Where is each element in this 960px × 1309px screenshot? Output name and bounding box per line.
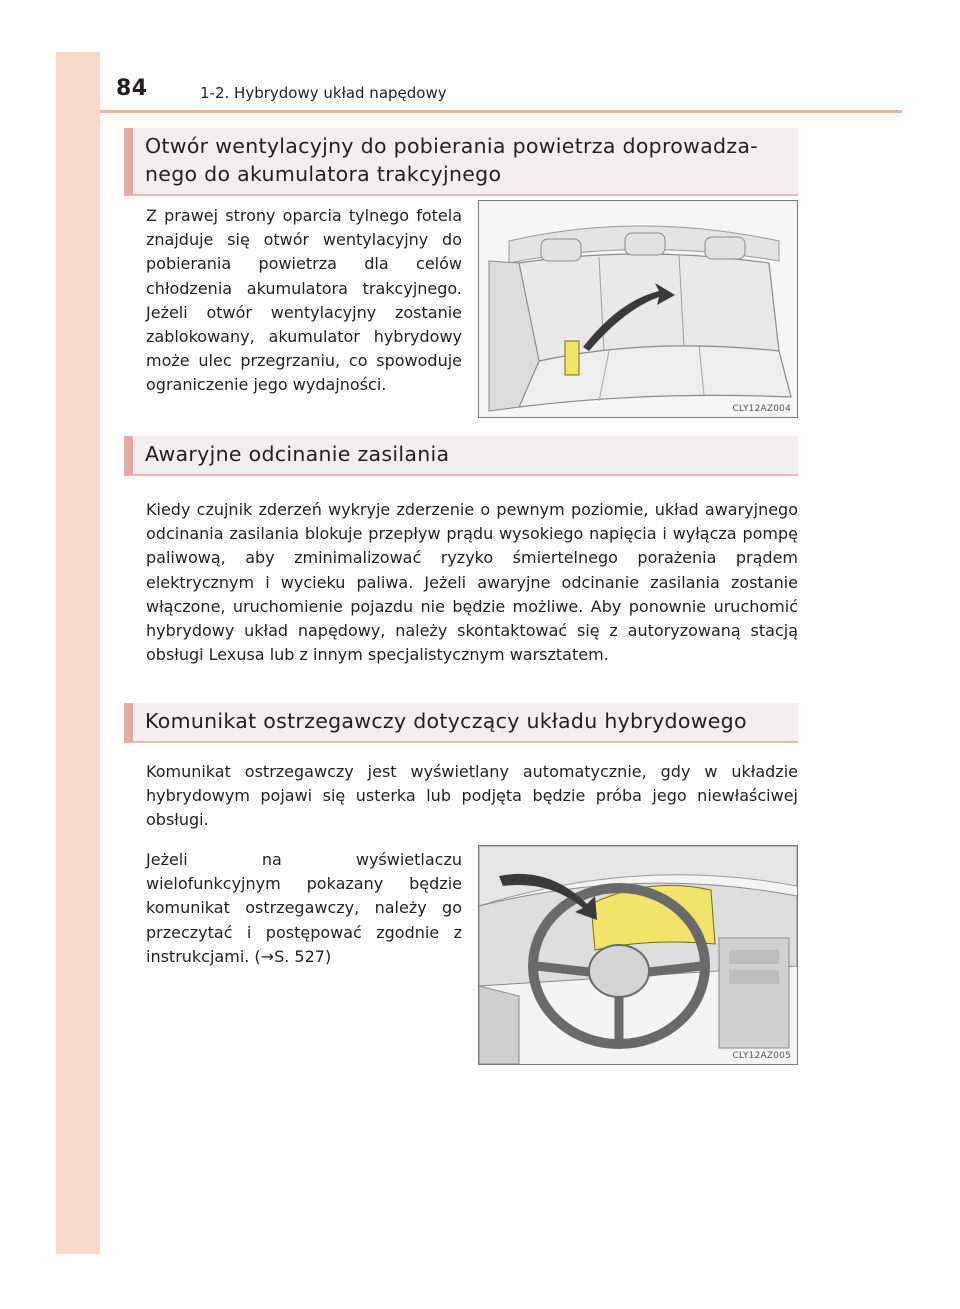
paragraph-multi-display: Jeżeli na wyświetlaczu wielofunkcyjnym pokazany będzie komunikat ostrzegawczy, należy go przeczytać i postępować zgodnie z instrukcjami. (→S. 527) [146, 850, 462, 966]
rear-seat-illustration [479, 201, 797, 417]
figure-code: CLY12AZ005 [732, 1051, 791, 1061]
figure-rear-seat [478, 200, 798, 418]
section-heading-warning-message [124, 703, 798, 743]
dashboard-illustration [479, 846, 797, 1064]
paragraph-warning-message: Komunikat ostrzegawczy jest wyświetlany automatycznie, gdy w układzie hybrydowym pojawi się usterka lub podjęta będzie próba jego niewłaściwej obsługi. [146, 762, 798, 830]
heading-text: Awaryjne odcinanie zasilania [145, 442, 450, 466]
figure-code: CLY12AZ004 [732, 404, 791, 414]
running-header: 1-2. Hybrydowy układ napędowy [200, 84, 447, 102]
page-margin-strip [56, 52, 100, 1254]
heading-text: Komunikat ostrzegawczy dotyczący układu hybrydowego [145, 709, 747, 733]
section-heading-ventilation [124, 128, 798, 196]
paragraph-ventilation: Z prawej strony oparcia tylnego fotela znajduje się otwór wentylacyjny do pobierania powietrza dla celów chłodzenia akumulatora trakcyjnego. Jeżeli otwór wentylacyjny zostanie zablokowany, akumulator hybrydowy może ulec przegrzaniu, co spowoduje ograniczenie jego wydajności. [146, 206, 462, 395]
page-number: 84 [116, 76, 148, 101]
paragraph-emergency-shutoff: Kiedy czujnik zderzeń wykryje zderzenie o pewnym poziomie, układ awaryjnego odcinania zasilania blokuje przepływ prądu wysokiego napięcia i wyłącza pompę paliwową, aby zminimalizować ryzyko śmiertelnego porażenia prądem elektrycznym i wycieku paliwa. Jeżeli awaryjne odcinanie zasilania zostanie włączone, uruchomienie pojazdu nie będzie możliwe. Aby ponownie uruchomić hybrydowy układ napędowy, należy skontaktować się z autoryzowaną stacją obsługi Lexusa lub z innym specjalistycznym warsztatem. [146, 500, 798, 665]
vent-highlight [565, 341, 579, 375]
header-rule [100, 110, 902, 113]
heading-line-2: nego do akumulatora trakcyjnego [145, 162, 502, 186]
heading-line-1: Otwór wentylacyjny do pobierania powietrza doprowadza- [145, 134, 758, 158]
figure-dashboard [478, 845, 798, 1065]
section-heading-emergency-shutoff [124, 436, 798, 476]
